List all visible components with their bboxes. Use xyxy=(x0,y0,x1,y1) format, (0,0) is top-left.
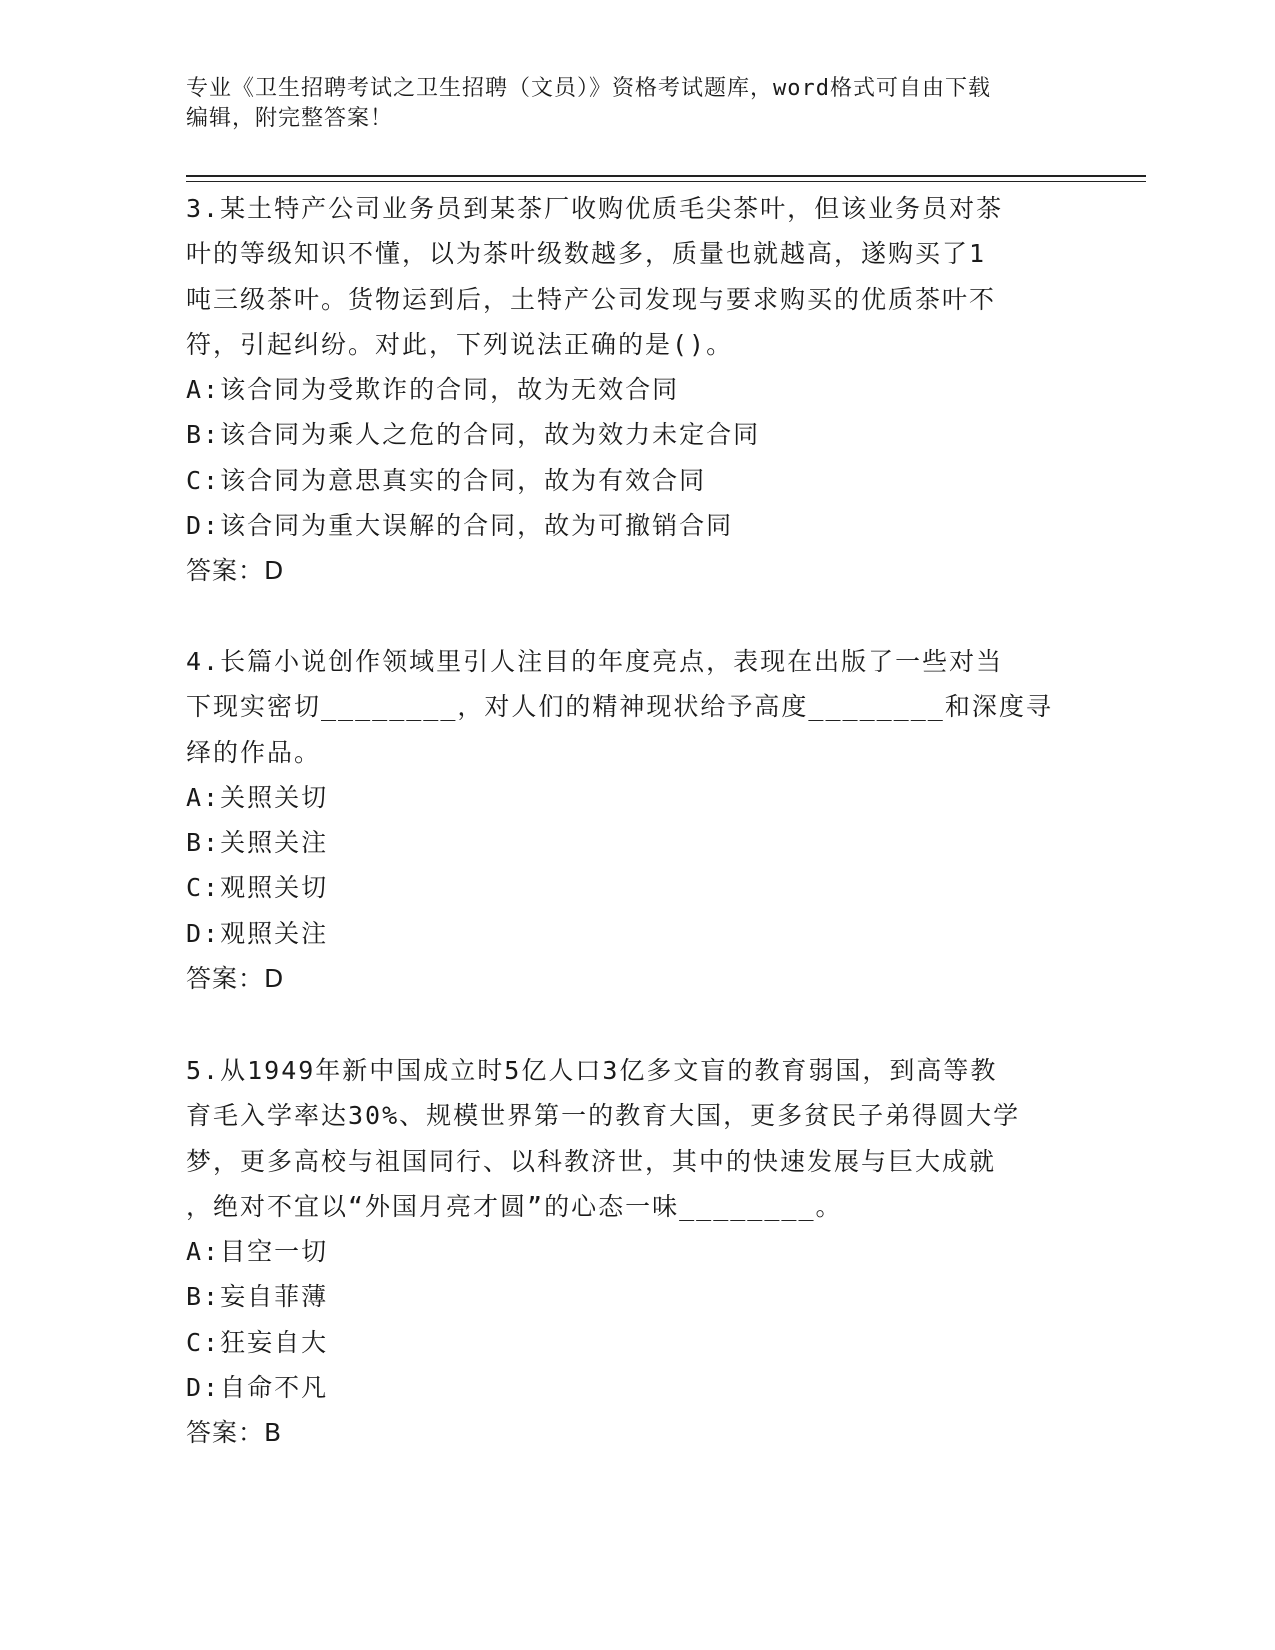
answer: 答案：D xyxy=(186,556,285,586)
option-b: B:关照关注 xyxy=(186,828,329,858)
question-text-line: 育毛入学率达30%、规模世界第一的教育大国，更多贫民子弟得圆大学 xyxy=(186,1101,1021,1131)
question-3 xyxy=(186,186,1086,594)
option-d: D:观照关注 xyxy=(186,918,329,948)
question-text-line: 4.长篇小说创作领域里引人注目的年度亮点，表现在出版了一些对当 xyxy=(186,647,1004,676)
header-divider-thick xyxy=(186,175,1146,177)
header-line-1: 专业《卫生招聘考试之卫生招聘（文员）》资格考试题库，word格式可自由下载 xyxy=(186,76,991,101)
question-4 xyxy=(186,639,1086,1001)
question-text-line: 绎的作品。 xyxy=(186,737,322,767)
option-a: A:目空一切 xyxy=(186,1237,329,1267)
question-text-line: 梦，更多高校与祖国同行、以科教济世，其中的快速发展与巨大成就 xyxy=(186,1146,997,1176)
question-text-line: 3.某土特产公司业务员到某茶厂收购优质毛尖茶叶，但该业务员对茶 xyxy=(186,194,1004,223)
option-c: C:观照关切 xyxy=(186,873,329,903)
question-5 xyxy=(186,1048,1086,1456)
answer: 答案：B xyxy=(186,1418,283,1448)
option-b: B:该合同为乘人之危的合同，故为效力未定合同 xyxy=(186,420,761,450)
option-b: B:妄自菲薄 xyxy=(186,1282,329,1312)
question-text-line: 5.从1949年新中国成立时5亿人口3亿多文盲的教育弱国，到高等教 xyxy=(186,1056,998,1085)
document-header xyxy=(186,74,1066,134)
option-d: D:该合同为重大误解的合同，故为可撤销合同 xyxy=(186,511,734,541)
question-text-line: 叶的等级知识不懂，以为茶叶级数越多，质量也就越高，遂购买了1 xyxy=(186,239,987,269)
header-divider-thin xyxy=(186,181,1146,182)
answer: 答案：D xyxy=(186,964,285,994)
option-a: A:该合同为受欺诈的合同，故为无效合同 xyxy=(186,375,680,405)
option-a: A:关照关切 xyxy=(186,782,329,812)
option-d: D:自命不凡 xyxy=(186,1373,329,1403)
option-c: C:狂妄自大 xyxy=(186,1327,329,1357)
option-c: C:该合同为意思真实的合同，故为有效合同 xyxy=(186,465,707,495)
question-text-line: 符，引起纠纷。对此，下列说法正确的是()。 xyxy=(186,329,734,359)
question-text-line: 下现实密切________，对人们的精神现状给予高度________和深度寻 xyxy=(186,692,1053,722)
question-text-line: 吨三级茶叶。货物运到后，土特产公司发现与要求购买的优质茶叶不 xyxy=(186,284,997,314)
header-line-2: 编辑，附完整答案！ xyxy=(186,106,394,131)
question-text-line: ，绝对不宜以“外国月亮才圆”的心态一味________。 xyxy=(186,1191,843,1221)
